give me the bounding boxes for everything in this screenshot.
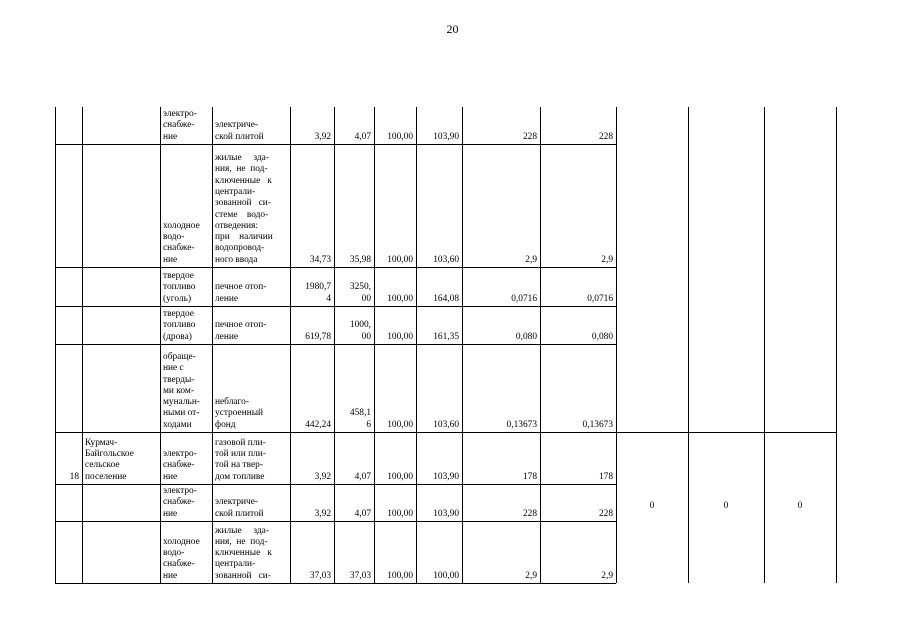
consumer-type-text: той или пли- xyxy=(215,449,266,460)
page-number: 20 xyxy=(446,22,459,36)
service-name-text: электро- xyxy=(163,449,197,460)
value-1-cell xyxy=(290,521,334,583)
value-3-text: 100,00 xyxy=(387,570,413,581)
service-name-text: мунальн- xyxy=(163,397,200,408)
consumer-type-text: фонд xyxy=(215,419,236,430)
consumer-type-cell xyxy=(212,484,290,521)
service-name-text: топливо xyxy=(163,320,196,331)
consumer-type-cell xyxy=(212,267,290,306)
service-name-text: твердое xyxy=(163,309,194,320)
consumer-type-text: печное отоп- xyxy=(215,320,267,331)
value-2-cell xyxy=(334,144,374,267)
consumer-type-text: электриче- xyxy=(215,497,259,508)
service-name-text: ние xyxy=(163,131,178,142)
value-4-text: 161,35 xyxy=(433,331,459,342)
service-name-text: (уголь) xyxy=(163,293,192,304)
row-number-cell xyxy=(55,521,82,583)
value-1-text: 1980,7 xyxy=(305,282,331,293)
consumer-type-cell xyxy=(212,144,290,267)
value-1-cell xyxy=(290,267,334,306)
value-1-text: 37,03 xyxy=(309,570,331,581)
settlement-name-cell xyxy=(82,107,160,144)
service-name-text: снабже- xyxy=(163,460,195,471)
row-rule xyxy=(55,306,616,307)
settlement-name-cell xyxy=(82,267,160,306)
value-6-cell xyxy=(540,432,616,484)
column-rule xyxy=(212,107,213,583)
value-6-cell xyxy=(540,521,616,583)
service-name-text: (дрова) xyxy=(163,331,192,342)
value-1-cell xyxy=(290,484,334,521)
settlement-name-text: Курмач- xyxy=(85,437,118,448)
service-name-text: электро- xyxy=(163,486,197,497)
value-5-text: 2,9 xyxy=(525,570,537,581)
column-rule xyxy=(540,107,541,583)
consumer-type-cell xyxy=(212,107,290,144)
value-6-text: 2,9 xyxy=(601,254,613,265)
service-name-text: снабже- xyxy=(163,120,195,131)
service-name-text: тверды- xyxy=(163,374,195,385)
value-6-text: 228 xyxy=(598,508,613,519)
consumer-type-cell xyxy=(212,521,290,583)
service-name-text: ние xyxy=(163,508,178,519)
service-name-text: ние с xyxy=(163,363,184,374)
settlement-name-cell xyxy=(82,144,160,267)
value-1-cell xyxy=(290,107,334,144)
value-5-cell xyxy=(462,344,540,432)
right-block-value: 0 xyxy=(797,501,803,512)
value-5-cell xyxy=(462,484,540,521)
column-rule xyxy=(416,107,417,583)
consumer-type-cell xyxy=(212,432,290,484)
value-3-cell xyxy=(374,344,416,432)
row-number-cell xyxy=(55,267,82,306)
consumer-type-text: газовой пли- xyxy=(215,437,266,448)
value-5-text: 2,9 xyxy=(525,254,537,265)
value-3-cell xyxy=(374,267,416,306)
service-name-cell xyxy=(160,432,212,484)
service-name-text: ходами xyxy=(163,419,192,430)
service-name-text: водо- xyxy=(163,548,185,559)
value-6-text: 2,9 xyxy=(601,570,613,581)
consumer-type-text: ключенные к xyxy=(215,175,272,186)
settlement-name-text: Байгольское xyxy=(85,449,134,460)
value-5-cell xyxy=(462,107,540,144)
value-3-text: 100,00 xyxy=(387,508,413,519)
consumer-type-text: дом топливе xyxy=(215,471,265,482)
value-2-cell xyxy=(334,484,374,521)
value-5-text: 0,13673 xyxy=(506,419,537,430)
service-name-cell xyxy=(160,484,212,521)
value-2-text: 1000, xyxy=(349,320,371,331)
value-1-text: 3,92 xyxy=(314,508,331,519)
value-3-text: 100,00 xyxy=(387,331,413,342)
consumer-type-text: зованной си- xyxy=(215,198,271,209)
consumer-type-text: водопровод- xyxy=(215,243,265,254)
value-2-cell xyxy=(334,107,374,144)
value-2-cell xyxy=(334,432,374,484)
value-5-cell xyxy=(462,267,540,306)
consumer-type-text: электриче- xyxy=(215,120,259,131)
service-name-cell xyxy=(160,144,212,267)
value-6-text: 0,13673 xyxy=(582,419,613,430)
value-1-text: 3,92 xyxy=(314,471,331,482)
row-rule xyxy=(55,583,616,584)
column-rule xyxy=(55,107,56,583)
value-2-text: 00 xyxy=(361,331,371,342)
consumer-type-text: ской плитой xyxy=(215,508,264,519)
value-4-text: 164,08 xyxy=(433,293,459,304)
service-name-cell xyxy=(160,521,212,583)
value-1-text: 619,78 xyxy=(305,331,331,342)
consumer-type-text: ление xyxy=(215,331,239,342)
consumer-type-text: ключенные к xyxy=(215,548,272,559)
right-block-value: 0 xyxy=(723,501,729,512)
value-2-text: 00 xyxy=(361,293,371,304)
value-4-cell xyxy=(416,484,462,521)
value-3-cell xyxy=(374,107,416,144)
value-6-cell xyxy=(540,484,616,521)
consumer-type-text: зованной си- xyxy=(215,570,271,581)
consumer-type-text: ление xyxy=(215,293,239,304)
value-6-cell xyxy=(540,267,616,306)
settlement-name-text: сельское xyxy=(85,460,120,471)
value-3-text: 100,00 xyxy=(387,293,413,304)
value-3-text: 100,00 xyxy=(387,419,413,430)
column-rule xyxy=(82,107,83,583)
column-rule xyxy=(836,107,837,583)
row-rule xyxy=(55,432,616,433)
value-6-cell xyxy=(540,306,616,344)
row-number-cell xyxy=(55,432,82,484)
value-6-cell xyxy=(540,107,616,144)
consumer-type-text: стеме водо- xyxy=(215,209,269,220)
row-number-cell xyxy=(55,144,82,267)
row-number-cell xyxy=(55,107,82,144)
service-name-text: ние xyxy=(163,471,178,482)
column-rule xyxy=(334,107,335,583)
row-rule xyxy=(55,144,616,145)
value-1-cell xyxy=(290,344,334,432)
row-number-cell xyxy=(55,484,82,521)
settlement-name-cell xyxy=(82,344,160,432)
value-3-cell xyxy=(374,306,416,344)
value-2-text: 35,98 xyxy=(349,254,371,265)
row-rule xyxy=(55,521,616,522)
service-name-text: ми ком- xyxy=(163,385,194,396)
consumer-type-text: ния, не под- xyxy=(215,536,268,547)
settlement-name-cell xyxy=(82,484,160,521)
value-3-cell xyxy=(374,521,416,583)
right-block-value: 0 xyxy=(649,501,655,512)
service-name-cell xyxy=(160,267,212,306)
value-5-cell xyxy=(462,306,540,344)
value-4-text: 103,90 xyxy=(433,131,459,142)
service-name-text: твердое xyxy=(163,271,194,282)
service-name-text: ными от- xyxy=(163,408,200,419)
value-3-text: 100,00 xyxy=(387,131,413,142)
value-5-text: 228 xyxy=(522,131,537,142)
consumer-type-text: централи- xyxy=(215,186,256,197)
value-4-text: 100,00 xyxy=(433,570,459,581)
value-4-cell xyxy=(416,107,462,144)
value-2-text: 6 xyxy=(366,419,371,430)
value-1-text: 4 xyxy=(326,293,331,304)
value-4-cell xyxy=(416,267,462,306)
value-2-text: 4,07 xyxy=(354,131,371,142)
column-rule xyxy=(160,107,161,583)
value-2-text: 3250, xyxy=(349,282,371,293)
row-number-cell xyxy=(55,306,82,344)
value-2-cell xyxy=(334,267,374,306)
value-5-text: 0,080 xyxy=(515,331,537,342)
value-4-text: 103,60 xyxy=(433,254,459,265)
consumer-type-text: ния, не под- xyxy=(215,164,268,175)
value-3-cell xyxy=(374,484,416,521)
value-6-text: 0,0716 xyxy=(587,293,613,304)
column-rule xyxy=(462,107,463,583)
consumer-type-text: жилые зда- xyxy=(215,153,269,164)
value-4-cell xyxy=(416,521,462,583)
consumer-type-text: при наличии xyxy=(215,232,273,243)
consumer-type-cell xyxy=(212,344,290,432)
value-1-cell xyxy=(290,144,334,267)
row-rule xyxy=(55,344,616,345)
row-number-cell xyxy=(55,344,82,432)
service-name-text: снабже- xyxy=(163,243,195,254)
consumer-type-text: жилые зда- xyxy=(215,525,269,536)
service-name-cell xyxy=(160,344,212,432)
value-6-text: 228 xyxy=(598,131,613,142)
service-name-cell xyxy=(160,306,212,344)
right-block-cell xyxy=(764,432,836,583)
value-6-cell xyxy=(540,344,616,432)
value-2-text: 458,1 xyxy=(349,408,371,419)
service-name-text: ние xyxy=(163,570,178,581)
value-1-cell xyxy=(290,432,334,484)
value-1-cell xyxy=(290,306,334,344)
value-1-text: 34,73 xyxy=(309,254,331,265)
value-5-text: 0,0716 xyxy=(511,293,537,304)
value-2-text: 37,03 xyxy=(349,570,371,581)
service-name-text: электро- xyxy=(163,109,197,120)
service-name-cell xyxy=(160,107,212,144)
value-5-cell xyxy=(462,144,540,267)
value-3-cell xyxy=(374,432,416,484)
consumer-type-text: печное отоп- xyxy=(215,282,267,293)
settlement-name-text: поселение xyxy=(85,471,127,482)
service-name-text: холодное xyxy=(163,536,200,547)
service-name-text: снабже- xyxy=(163,497,195,508)
value-3-text: 100,00 xyxy=(387,471,413,482)
consumer-type-text: ской плитой xyxy=(215,131,264,142)
value-3-cell xyxy=(374,144,416,267)
row-number-text: 18 xyxy=(69,471,79,482)
column-rule xyxy=(374,107,375,583)
value-5-text: 178 xyxy=(522,471,537,482)
value-2-text: 4,07 xyxy=(354,471,371,482)
value-2-cell xyxy=(334,344,374,432)
value-4-cell xyxy=(416,144,462,267)
value-4-cell xyxy=(416,306,462,344)
value-2-cell xyxy=(334,521,374,583)
value-6-cell xyxy=(540,144,616,267)
value-1-text: 3,92 xyxy=(314,131,331,142)
value-5-cell xyxy=(462,521,540,583)
value-4-text: 103,90 xyxy=(433,471,459,482)
value-1-text: 442,24 xyxy=(305,419,331,430)
consumer-type-text: централи- xyxy=(215,559,256,570)
value-4-cell xyxy=(416,344,462,432)
service-name-text: снабже- xyxy=(163,559,195,570)
service-name-text: холодное xyxy=(163,220,200,231)
right-block-cell xyxy=(688,432,764,583)
value-4-cell xyxy=(416,432,462,484)
service-name-text: обраще- xyxy=(163,351,196,362)
value-5-cell xyxy=(462,432,540,484)
right-block-cell xyxy=(616,432,688,583)
consumer-type-text: той на твер- xyxy=(215,460,263,471)
column-rule xyxy=(290,107,291,583)
value-2-text: 4,07 xyxy=(354,508,371,519)
consumer-type-text: неблаго- xyxy=(215,397,249,408)
service-name-text: ние xyxy=(163,254,178,265)
value-5-text: 228 xyxy=(522,508,537,519)
settlement-name-cell xyxy=(82,306,160,344)
service-name-text: водо- xyxy=(163,232,185,243)
settlement-name-cell xyxy=(82,432,160,484)
row-rule xyxy=(55,267,616,268)
consumer-type-text: устроенный xyxy=(215,408,264,419)
consumer-type-text: отведения: xyxy=(215,220,258,231)
value-4-text: 103,90 xyxy=(433,508,459,519)
service-name-text: топливо xyxy=(163,282,196,293)
value-2-cell xyxy=(334,306,374,344)
value-6-text: 178 xyxy=(598,471,613,482)
settlement-name-cell xyxy=(82,521,160,583)
consumer-type-text: ного ввода xyxy=(215,254,258,265)
consumer-type-cell xyxy=(212,306,290,344)
value-3-text: 100,00 xyxy=(387,254,413,265)
value-6-text: 0,080 xyxy=(591,331,613,342)
value-4-text: 103,60 xyxy=(433,419,459,430)
row-rule xyxy=(55,484,616,485)
